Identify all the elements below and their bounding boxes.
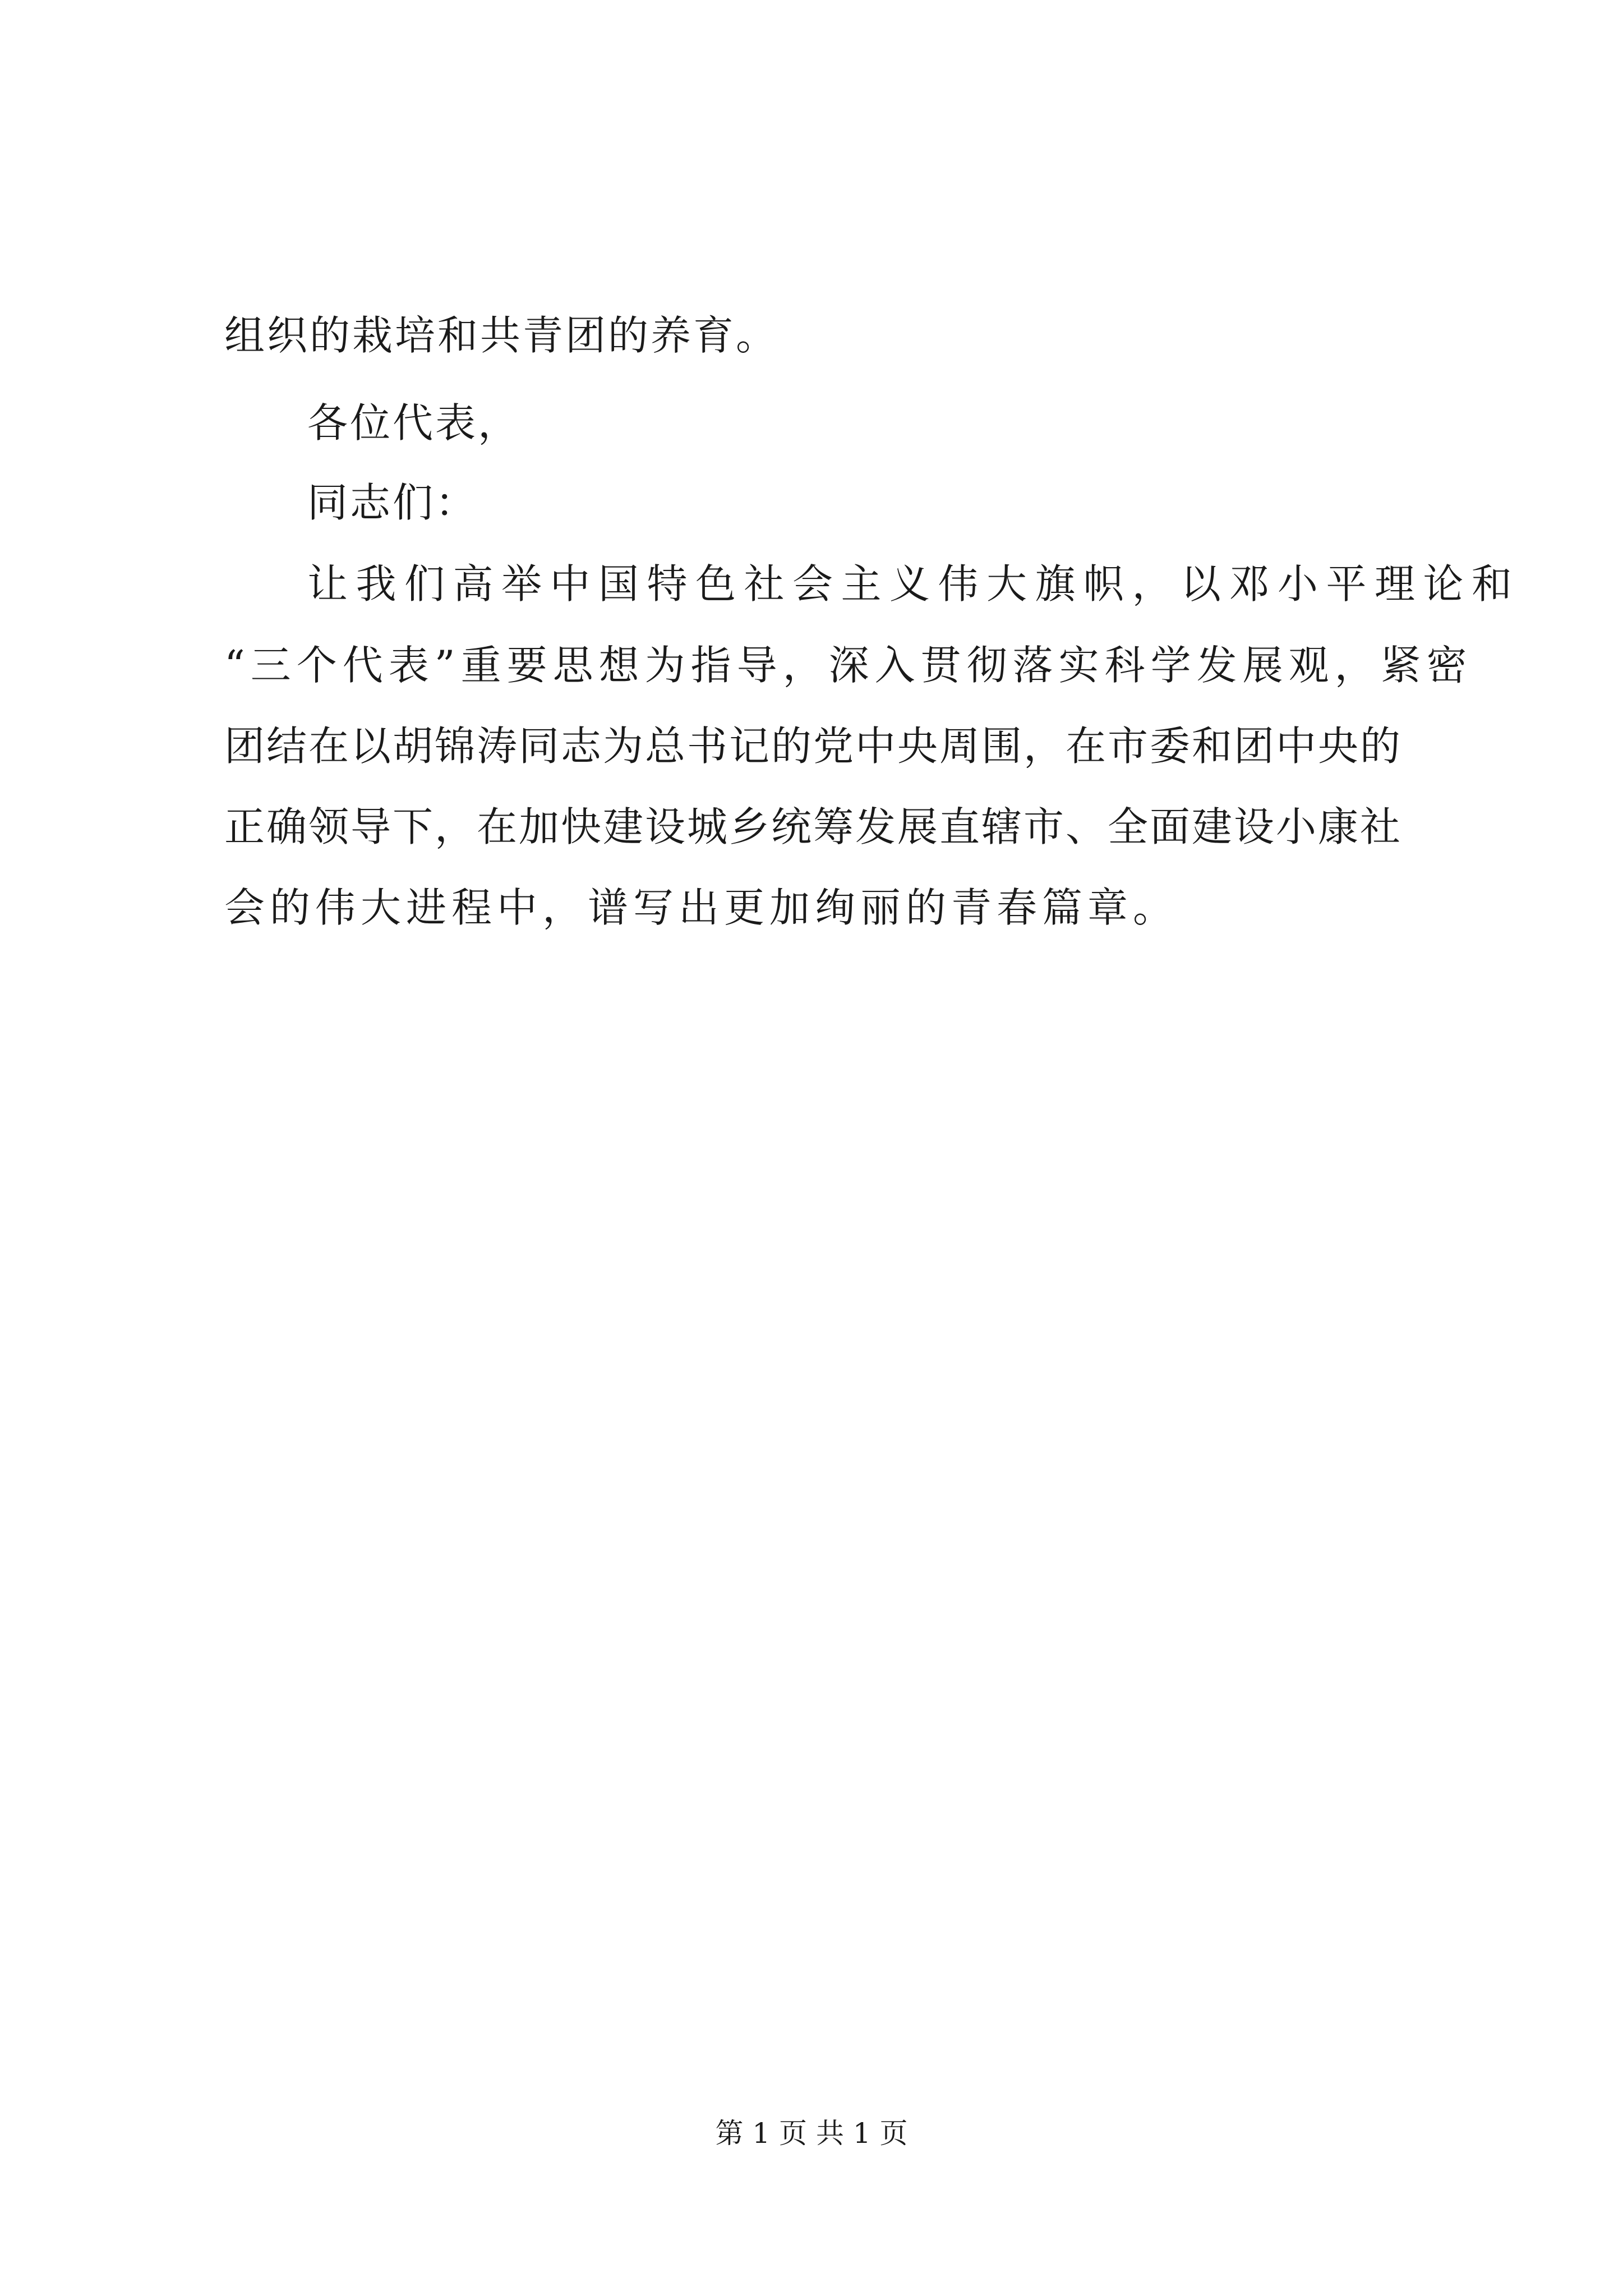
paragraph-line: 让我们高举中国特色社会主义伟大旗帜，以邓小平理论和	[307, 560, 1520, 608]
page-footer	[0, 2117, 1623, 2150]
page-number-label: 第 1 页 共 1 页	[715, 2117, 908, 2150]
salutation-comrades: 同志们：	[307, 479, 478, 526]
salutation-delegates: 各位代表，	[307, 399, 521, 447]
paragraph-line: 会的伟大进程中，谱写出更加绚丽的青春篇章。	[224, 884, 1179, 931]
paragraph-line: 团结在以胡锦涛同志为总书记的党中央周围，在市委和团中央的	[224, 723, 1403, 770]
paragraph-line: 正确领导下，在加快建设城乡统筹发展直辖市、全面建设小康社	[224, 803, 1403, 850]
paragraph-closing-line: 组织的栽培和共青团的养育。	[224, 312, 779, 359]
paragraph-line: “三个代表”重要思想为指导，深入贯彻落实科学发展观，紧密	[224, 642, 1473, 689]
